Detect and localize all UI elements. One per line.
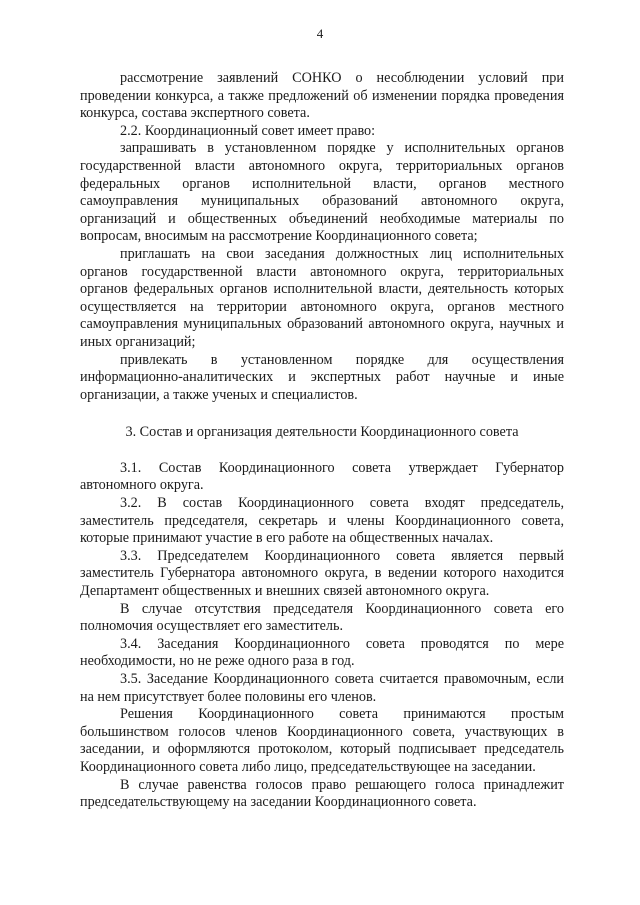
paragraph-3-4: 3.4. Заседания Координационного совета проводятся по мере необходимости, но не реже одного раза в год. — [80, 635, 564, 670]
paragraph-2-2-item-invite: приглашать на свои заседания должностных лиц исполнительных органов государственной власти автономного округа, территориальных органов федеральных органов исполнительной власти, деятельность которых осуществляется на территории автономного округа, органов местного самоуправления муниципальных образований автономного округа, научных и иных организаций; — [80, 245, 564, 350]
paragraph-3-5-tie: В случае равенства голосов право решающего голоса принадлежит председательствующему на заседании Координационного совета. — [80, 776, 564, 811]
paragraph-3-5: 3.5. Заседание Координационного совета считается правомочным, если на нем присутствует более половины его членов. — [80, 671, 564, 705]
paragraph-2-2: 2.2. Координационный совет имеет право: — [120, 122, 376, 139]
paragraph-3-1: 3.1. Состав Координационного совета утверждает Губернатор автономного округа. — [80, 459, 564, 494]
section-3-heading: 3. Состав и организация деятельности Координационного совета — [125, 424, 519, 441]
paragraph-3-3-absence: В случае отсутствия председателя Координационного совета его полномочия осуществляет его заместитель. — [80, 600, 564, 635]
page-number: 4 — [316, 26, 324, 41]
paragraph-3-5-decisions: Решения Координационного совета принимаются простым большинством голосов членов Координационного совета, участвующих в заседании, и оформляются протоколом, который подписывает председатель Координационного совета либо лицо, председательствующее на заседании. — [80, 706, 564, 775]
paragraph-2-2-item-request: запрашивать в установленном порядке у исполнительных органов государственной власти автономного округа, территориальных органов федеральных органов исполнительной власти, органов местного самоуправления муниципальных образований автономного округа, организаций и общественных объединений необходимые материалы по вопросам, вносимым на рассмотрение Координационного совета; — [80, 140, 564, 245]
paragraph-2-1-continuation: рассмотрение заявлений СОНКО о несоблюдении условий при проведении конкурса, а также предложений об изменении порядка проведения конкурса, состава экспертного совета. — [80, 70, 564, 122]
document-body — [80, 70, 564, 812]
paragraph-3-2: 3.2. В состав Координационного совета входят председатель, заместитель председателя, секретарь и члены Координационного совета, которые принимают участие в его работе на общественных началах. — [80, 495, 564, 547]
paragraph-3-3: 3.3. Председателем Координационного совета является первый заместитель Губернатора автономного округа, в ведении которого находится Департамент общественных и внешних связей автономного округа. — [80, 547, 564, 600]
paragraph-2-2-item-engage: привлекать в установленном порядке для осуществления информационно-аналитических и экспертных работ научные и иные организации, а также ученых и специалистов. — [80, 351, 564, 403]
